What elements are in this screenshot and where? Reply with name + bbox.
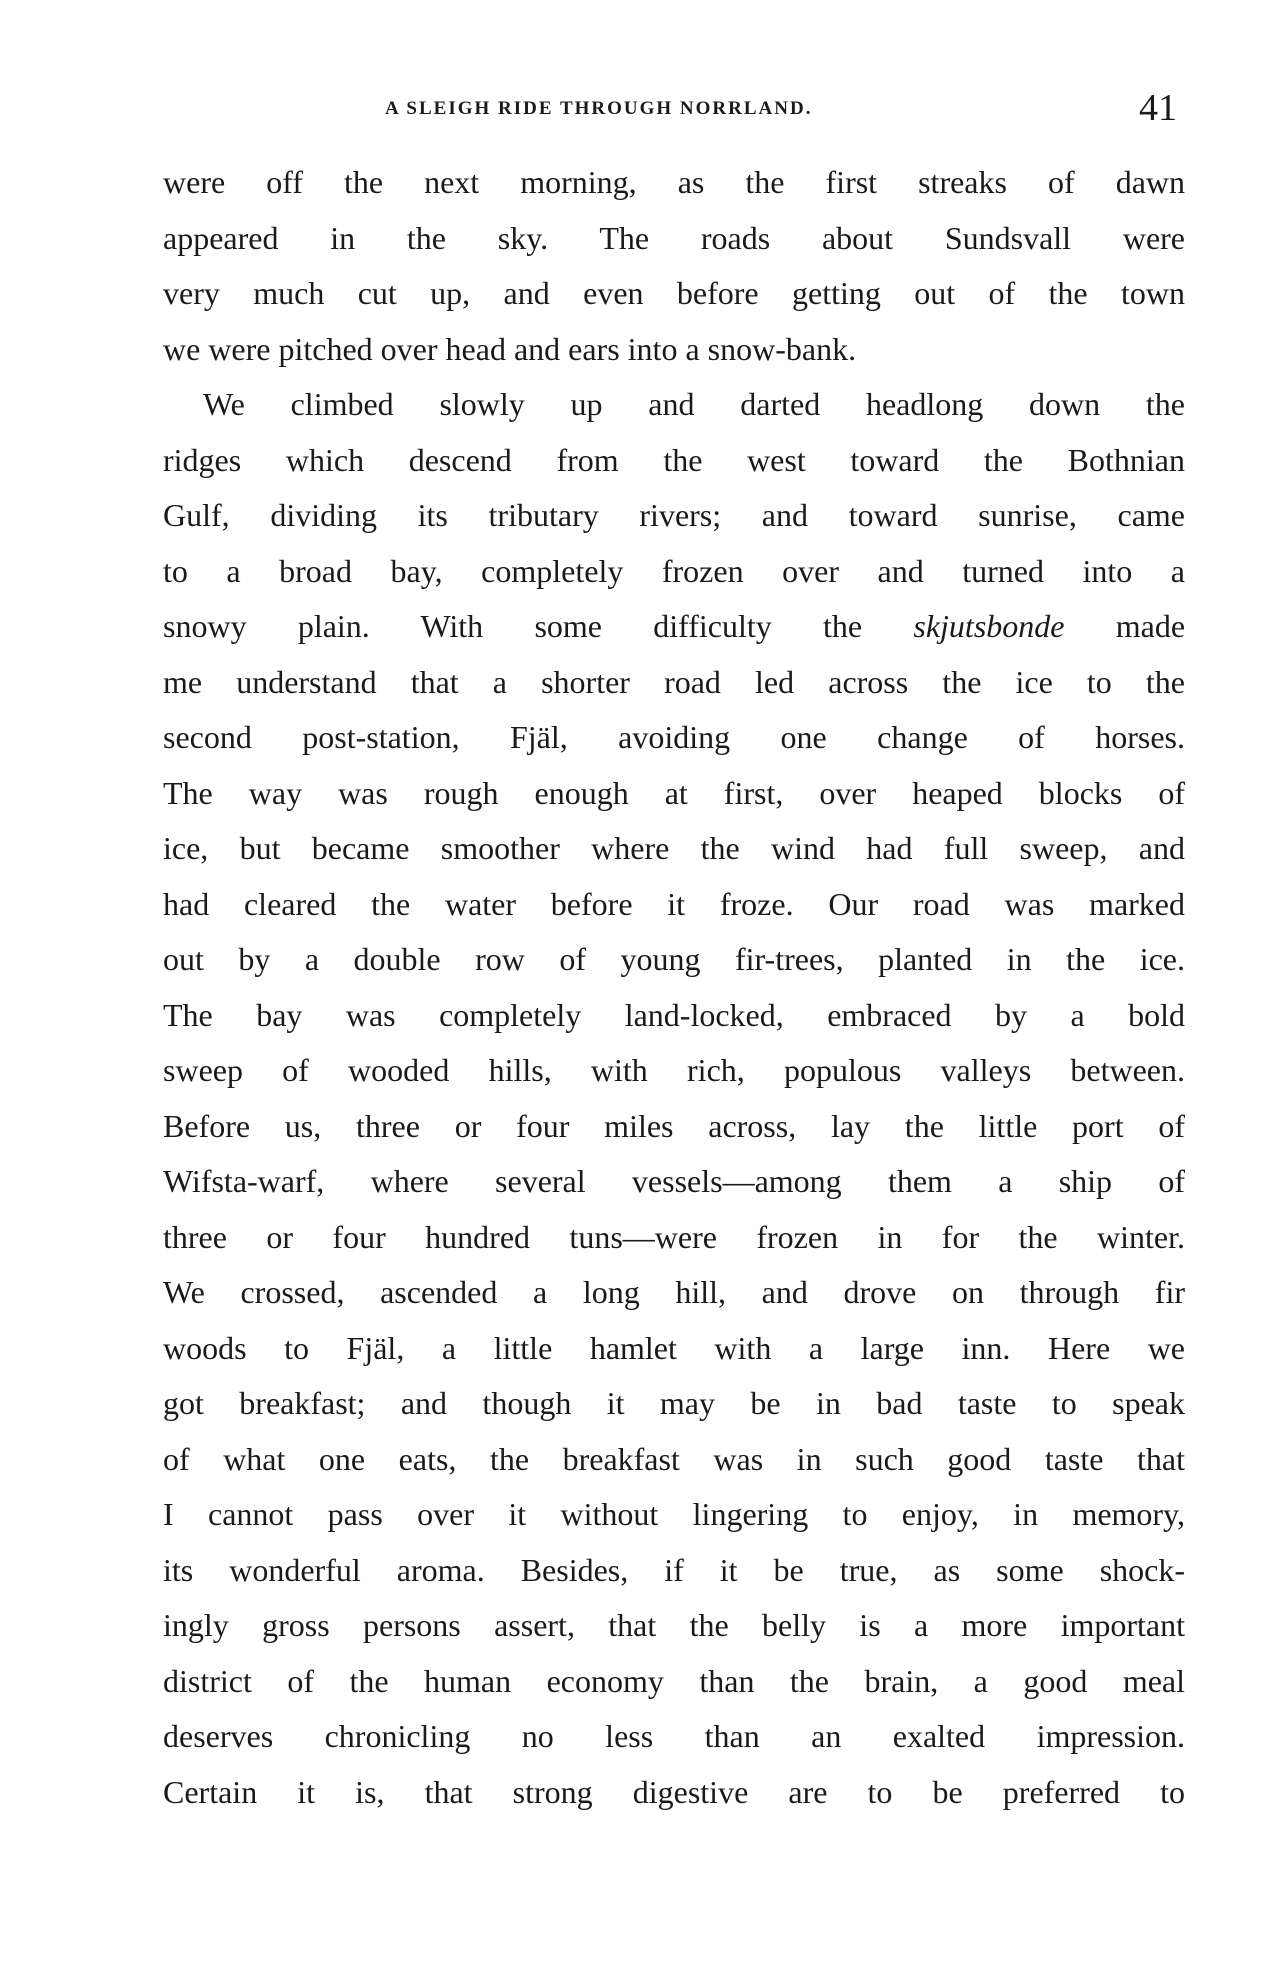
text-segment: made bbox=[1115, 608, 1185, 644]
text-line: I cannot pass over it without lingering to enjoy, in memory, bbox=[163, 1496, 1185, 1532]
text-line: woods to Fjäl, a little hamlet with a large inn. Here we bbox=[163, 1329, 1185, 1366]
text-line: Gulf, dividing its tributary rivers; and toward sunrise, came bbox=[163, 497, 1185, 533]
text-line: its wonderful aroma. Besides, if it be true, as some shock- bbox=[163, 1551, 1185, 1588]
text-line: got breakfast; and though it may be in bad taste to speak bbox=[163, 1385, 1185, 1421]
text-line: we were pitched over head and ears into a snow-bank. bbox=[163, 330, 857, 367]
text-line: sweep of wooded hills, with rich, populous valleys between. bbox=[163, 1052, 1185, 1088]
text-line: We crossed, ascended a long hill, and drove on through fir bbox=[163, 1274, 1185, 1310]
text-line: appeared in the sky. The roads about Sundsvall were bbox=[163, 219, 1185, 256]
text-line: The way was rough enough at first, over heaped blocks of bbox=[163, 774, 1185, 811]
text-line: were off the next morning, as the first streaks of dawn bbox=[163, 164, 1185, 200]
text-line: We climbed slowly up and darted headlong down the bbox=[203, 386, 1185, 422]
text-line: three or four hundred tuns—were frozen in for the winter. bbox=[163, 1218, 1185, 1255]
text-line: very much cut up, and even before getting out of the town bbox=[163, 275, 1185, 311]
text-line: to a broad bay, completely frozen over and turned into a bbox=[163, 552, 1185, 589]
page-number: 41 bbox=[1139, 87, 1177, 129]
running-head bbox=[163, 87, 1185, 132]
text-line: The bay was completely land-locked, embraced by a bold bbox=[163, 996, 1185, 1033]
text-line: ridges which descend from the west toward the Bothnian bbox=[163, 441, 1185, 478]
text-line: had cleared the water before it froze. Our road was marked bbox=[163, 885, 1185, 922]
text-line: of what one eats, the breakfast was in such good taste that bbox=[163, 1440, 1185, 1477]
text-line: district of the human economy than the brain, a good meal bbox=[163, 1662, 1185, 1699]
body-text bbox=[163, 155, 1185, 1820]
text-line: out by a double row of young fir-trees, planted in the ice. bbox=[163, 941, 1185, 977]
text-line: Wifsta-warf, where several vessels—among them a ship of bbox=[163, 1163, 1185, 1199]
text-line: deserves chronicling no less than an exalted impression. bbox=[163, 1718, 1185, 1754]
text-line: ice, but became smoother where the wind had full sweep, and bbox=[163, 830, 1185, 866]
italic-term: skjutsbonde bbox=[913, 608, 1065, 644]
text-line: Before us, three or four miles across, lay the little port of bbox=[163, 1107, 1185, 1144]
text-segment: snowy plain. With some difficulty the bbox=[163, 608, 863, 644]
text-line: me understand that a shorter road led across the ice to the bbox=[163, 663, 1185, 700]
text-line bbox=[163, 599, 1185, 655]
text-line: second post-station, Fjäl, avoiding one change of horses. bbox=[163, 719, 1185, 755]
text-line: ingly gross persons assert, that the belly is a more important bbox=[163, 1607, 1185, 1643]
running-title: A SLEIGH RIDE THROUGH NORRLAND. bbox=[385, 98, 813, 119]
text-line: Certain it is, that strong digestive are to be preferred to bbox=[163, 1773, 1185, 1810]
